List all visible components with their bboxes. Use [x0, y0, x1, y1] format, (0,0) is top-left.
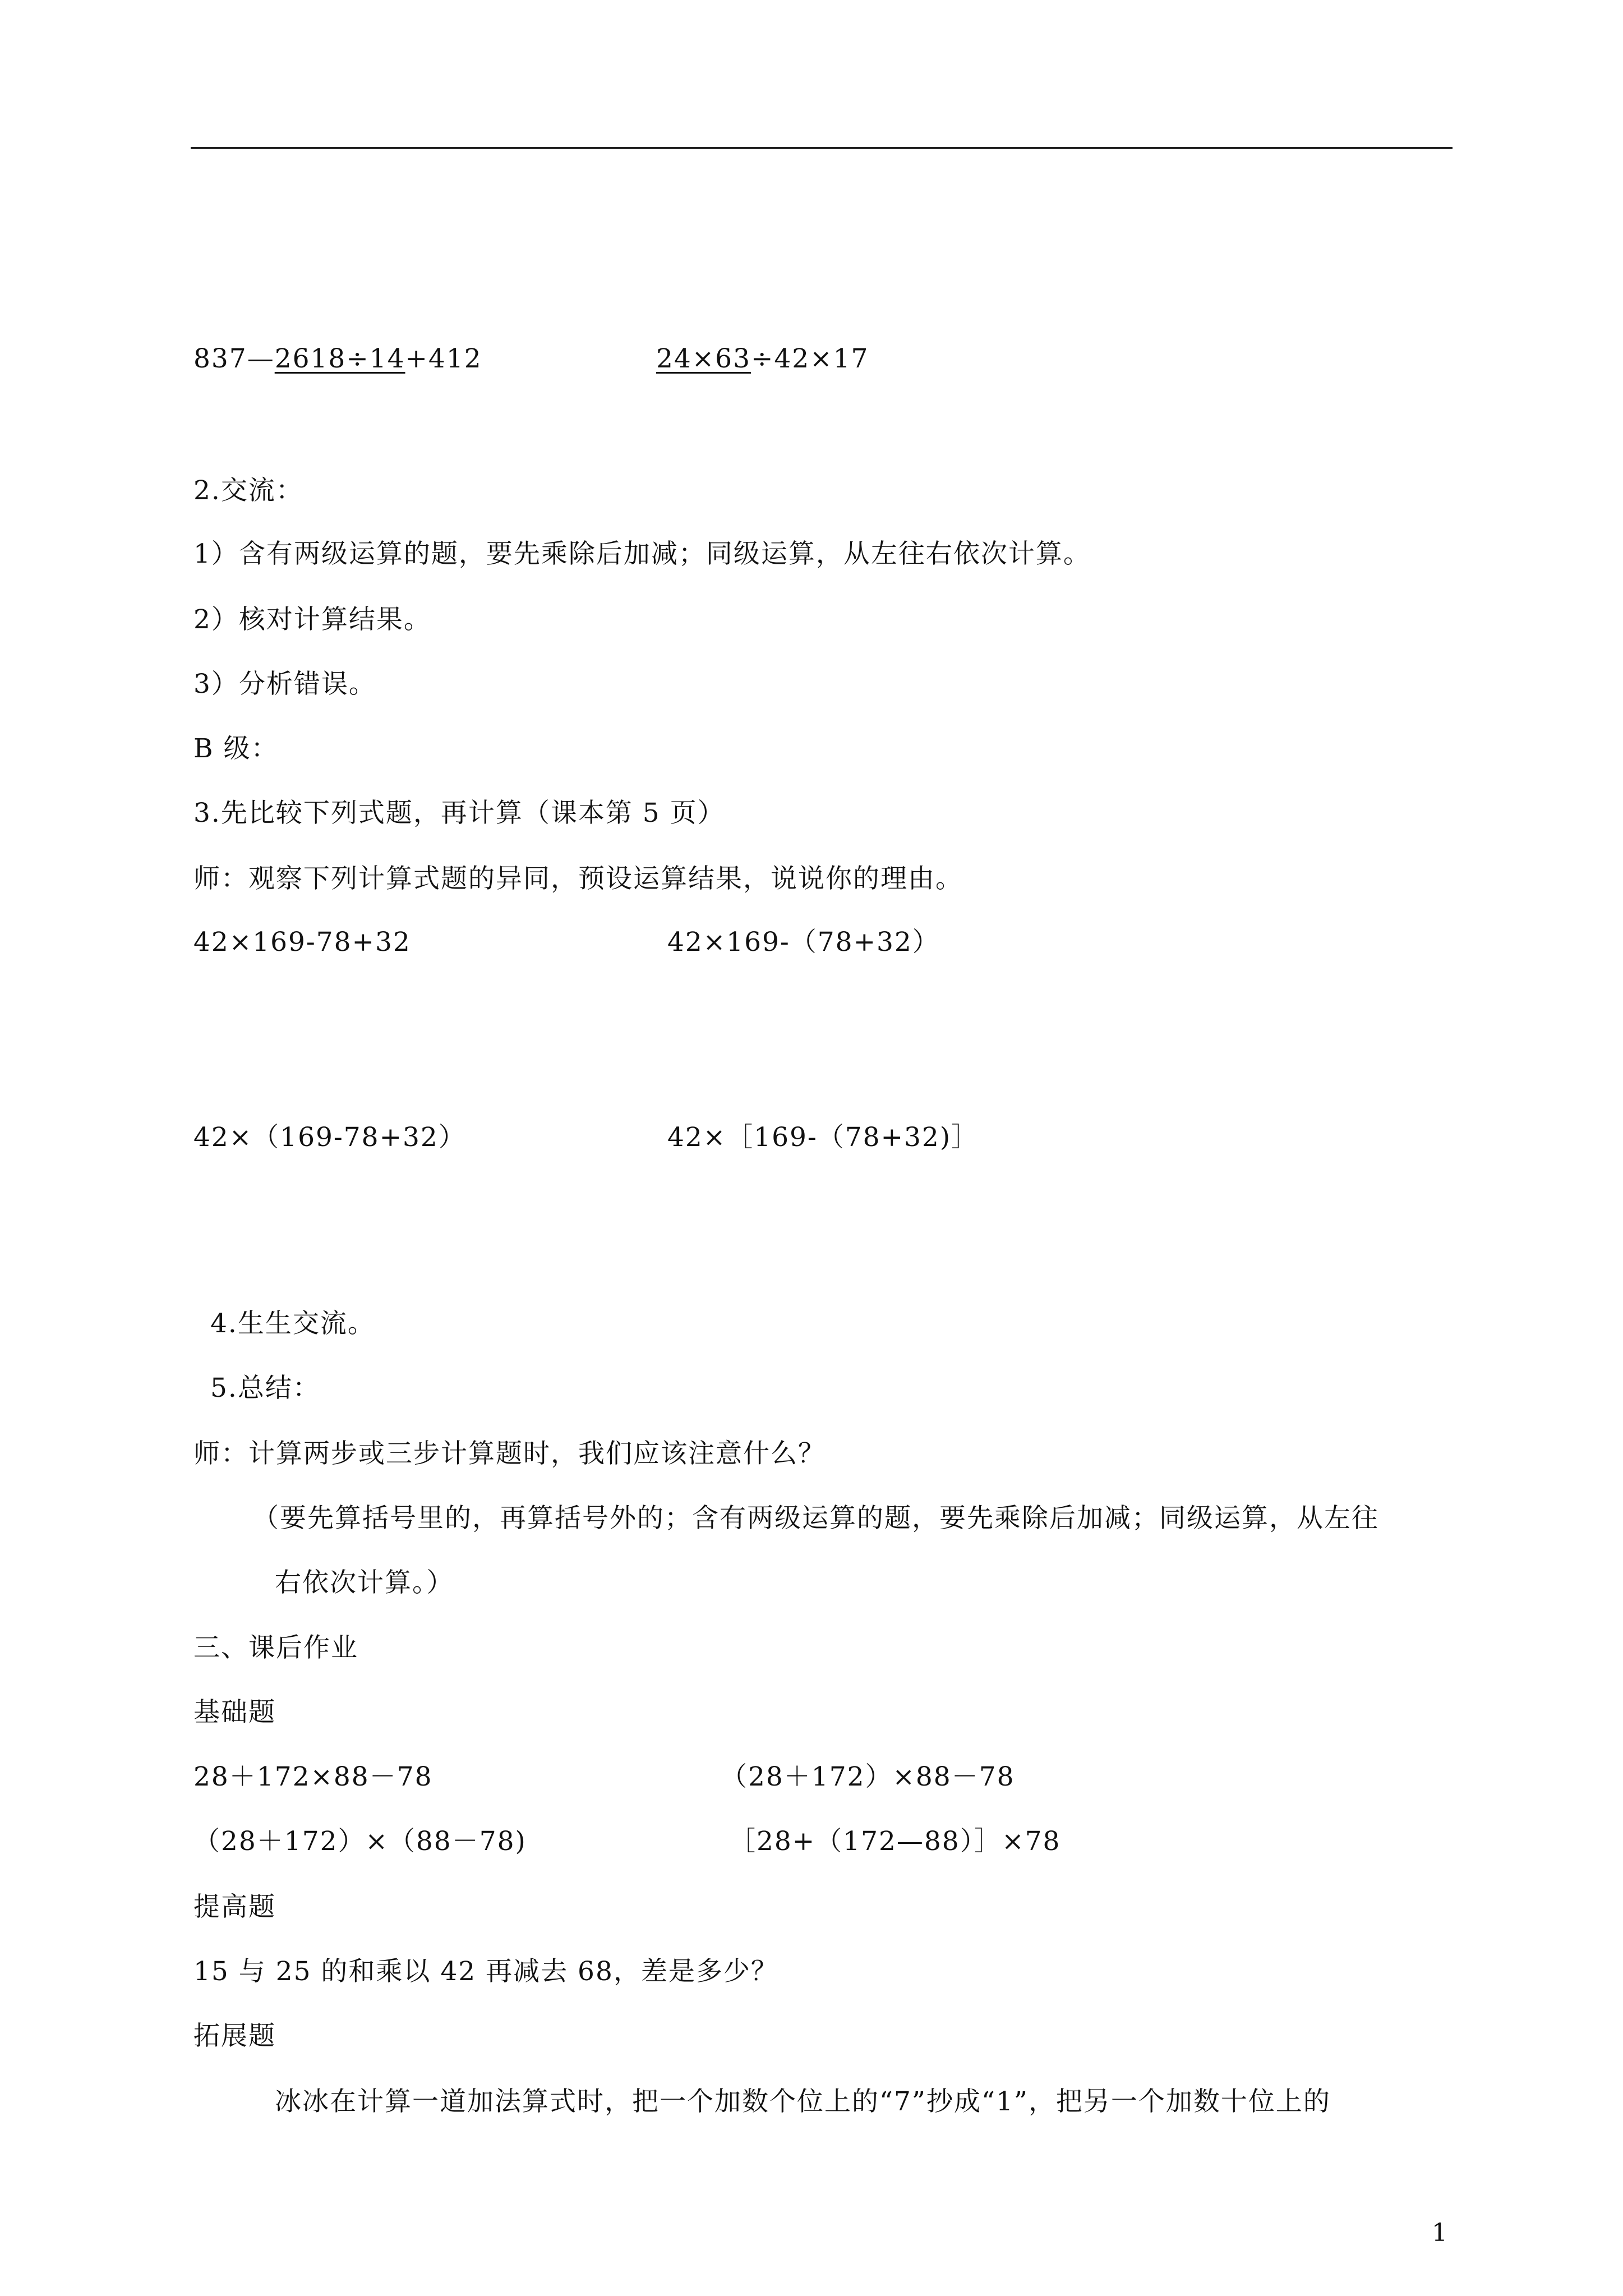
header-rule — [191, 147, 1453, 149]
section3-heading: 3.先比较下列式题，再计算（课本第 5 页） — [193, 798, 725, 829]
section5-teacher-question: 师：计算两步或三步计算题时，我们应该注意什么？ — [193, 1438, 826, 1469]
extension-problems-heading: 拓展题 — [193, 2021, 276, 2051]
section2-item2: 2）核对计算结果。 — [193, 604, 431, 635]
extension-problem: 冰冰在计算一道加法算式时，把一个加数个位上的“7”抄成“1”，把另一个加数十位上的 — [275, 2086, 1331, 2117]
compare-expression-3: 42×（169-78+32） — [193, 1122, 466, 1153]
basic-problem-3: （28＋172）×（88－78) — [193, 1826, 527, 1857]
section3-teacher-line: 师：观察下列计算式题的异同，预设运算结果，说说你的理由。 — [193, 863, 963, 894]
compare-expression-2: 42×169-（78+32） — [667, 927, 940, 958]
basic-problem-4: ［28+（172—88）］×78 — [729, 1826, 1061, 1857]
expression-top-right: 24×63÷42×17 — [656, 343, 869, 374]
section2-heading: 2.交流： — [193, 475, 303, 506]
basic-problems-heading: 基础题 — [193, 1697, 276, 1728]
section4-heading: 4.生生交流。 — [210, 1308, 375, 1339]
advanced-problems-heading: 提高题 — [193, 1892, 276, 1922]
homework-heading: 三、课后作业 — [193, 1632, 358, 1663]
section2-item1: 1）含有两级运算的题，要先乘除后加减；同级运算，从左往右依次计算。 — [193, 539, 1091, 569]
compare-expression-4: 42×［169-（78+32)］ — [667, 1122, 979, 1153]
section5-answer-line2: 右依次计算。） — [275, 1567, 454, 1598]
basic-problem-1: 28＋172×88－78 — [193, 1761, 433, 1792]
section5-answer-line1: （要先算括号里的，再算括号外的；含有两级运算的题，要先乘除后加减；同级运算，从左往 — [252, 1503, 1379, 1534]
level-b-heading: B 级： — [193, 733, 279, 764]
page-number: 1 — [1432, 2219, 1447, 2247]
section5-heading: 5.总结： — [210, 1373, 320, 1404]
advanced-problem: 15 与 25 的和乘以 42 再减去 68，差是多少？ — [193, 1956, 778, 1987]
section2-item3: 3）分析错误。 — [193, 669, 376, 700]
expression-top-left: 837—2618÷14+412 — [193, 343, 482, 374]
basic-problem-2: （28＋172）×88－78 — [721, 1761, 1015, 1792]
compare-expression-1: 42×169-78+32 — [193, 927, 411, 958]
